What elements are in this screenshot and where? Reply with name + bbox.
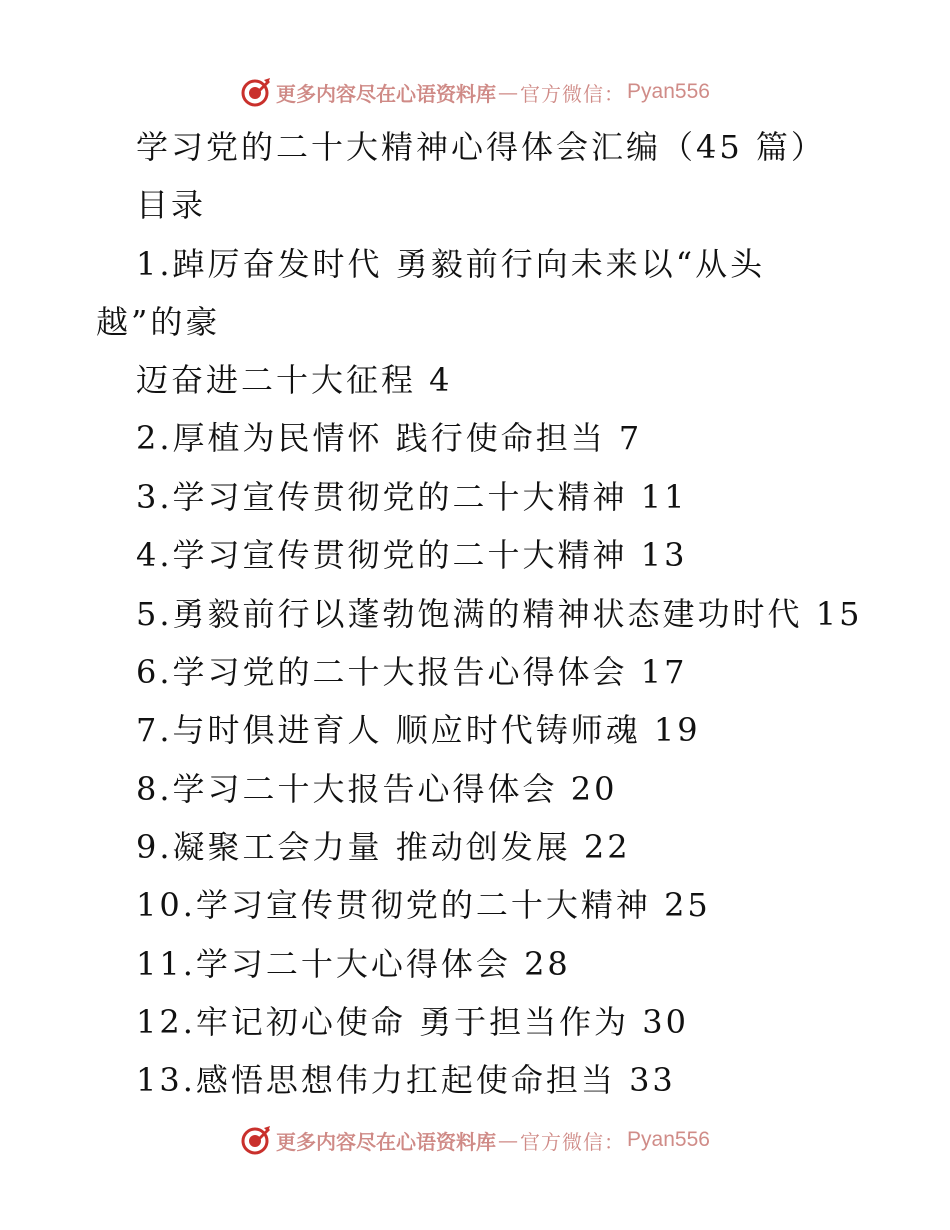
toc-line: 8.学习二十大报告心得体会 20 [136,770,618,808]
wechat-label: 官方微信： [520,1129,626,1154]
toc-line: 9.凝聚工会力量 推动创发展 22 [136,828,631,866]
wechat-label: 官方微信： [520,81,626,106]
toc-line: 3.学习宣传贯彻党的二十大精神 11 [136,478,688,516]
toc-line: 12.牢记初心使命 勇于担当作为 30 [136,1003,689,1041]
header-banner [0,70,950,114]
site-name: 更多内容尽在心语资料库 [276,81,497,106]
wechat-id: Pyan556 [627,1128,710,1151]
toc-line: 迈奋进二十大征程 4 [136,361,453,399]
toc-line: 1.踔厉奋发时代 勇毅前行向未来以“从头 [136,245,766,283]
document-title: 学习党的二十大精神心得体会汇编（45 篇） [136,128,826,166]
footer-banner [0,1118,950,1162]
toc-line: 2.厚植为民情怀 践行使命担当 7 [136,419,643,457]
toc-line: 5.勇毅前行以蓬勃饱满的精神状态建功时代 15 [136,595,863,633]
toc-line: 13.感悟思想伟力扛起使命担当 33 [136,1061,676,1099]
pen-logo-icon [240,1124,272,1156]
wechat-id: Pyan556 [627,80,710,103]
banner-dash: — [498,1128,519,1152]
toc-line: 4.学习宣传贯彻党的二十大精神 13 [136,536,688,574]
toc-line: 7.与时俱进育人 顺应时代铸师魂 19 [136,711,701,749]
toc-heading: 目录 [136,186,207,224]
toc-line: 越”的豪 [96,303,221,341]
toc-line: 10.学习宣传贯彻党的二十大精神 25 [136,886,711,924]
toc-line: 6.学习党的二十大报告心得体会 17 [136,653,688,691]
toc-line: 11.学习二十大心得体会 28 [136,945,571,983]
pen-logo-icon [240,76,272,108]
site-name: 更多内容尽在心语资料库 [276,1129,497,1154]
banner-dash: — [498,80,519,104]
